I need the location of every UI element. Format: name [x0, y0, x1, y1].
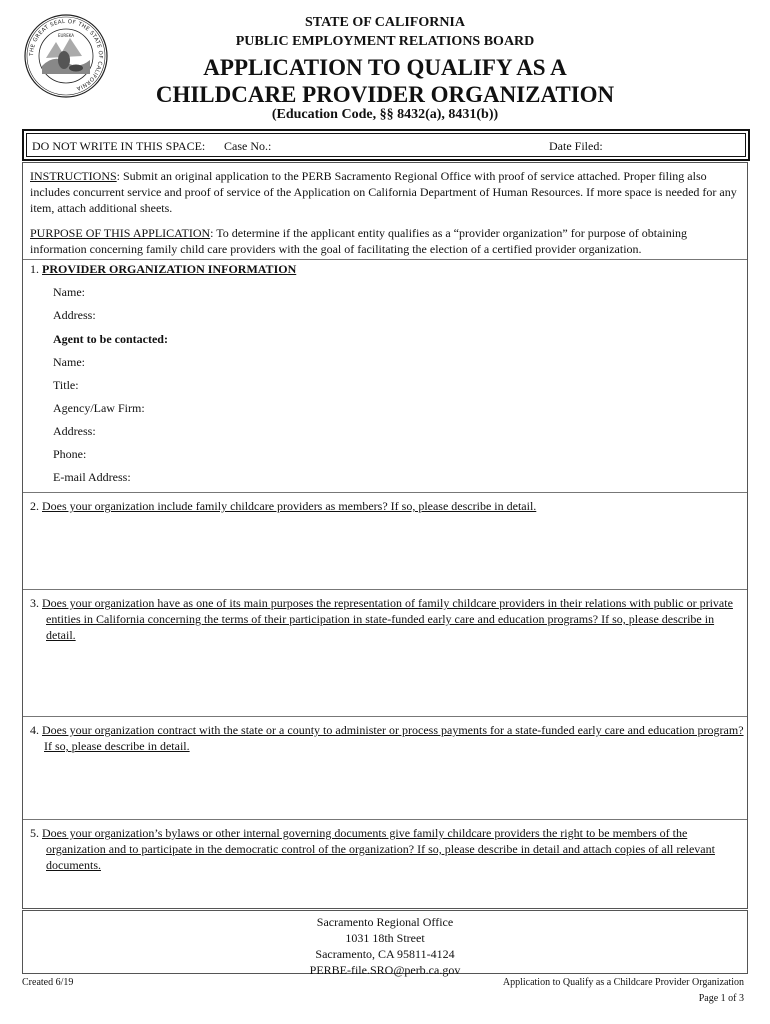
agency-law-firm-field[interactable]: Agency/Law Firm: [53, 401, 145, 415]
question-3-number: 3. [30, 596, 39, 610]
created-date: Created 6/19 [22, 977, 74, 988]
seal-motto: EUREKA [57, 33, 75, 38]
section1-title: PROVIDER ORGANIZATION INFORMATION [42, 262, 297, 276]
form-title-line1: APPLICATION TO QUALIFY AS A [203, 55, 567, 80]
office-use-box [22, 129, 750, 161]
footer-document-title: Application to Qualify as a Childcare Provider Organization [502, 977, 744, 988]
office-street: 1031 18th Street [345, 931, 425, 945]
question-3[interactable] [30, 595, 746, 715]
office-email-link[interactable]: PERBE-file.SRO@perb.ca.gov [309, 963, 461, 977]
instructions-text: : Submit an original application to the PERB Sacramento Regional Office with proof of service attached. Proper filing also includes concurrent service and proof of service of the Application on California Department of Human Resources. If more space is needed for any item, attach additional sheets. [30, 169, 737, 215]
application-form-body [22, 162, 748, 909]
question-4-text: Does your organization contract with the state or a county to administer or process payments for a state-funded early care and education program? If so, please describe in detail. [42, 723, 744, 753]
question-2[interactable] [30, 498, 742, 586]
question-5-number: 5. [30, 826, 39, 840]
question-4[interactable] [30, 722, 744, 822]
page-number: Page 1 of 3 [698, 993, 744, 1004]
purpose-block [30, 225, 742, 257]
state-heading: STATE OF CALIFORNIA [305, 15, 465, 30]
office-use-label: DO NOT WRITE IN THIS SPACE: [32, 139, 206, 153]
purpose-label: PURPOSE OF THIS APPLICATION [30, 226, 211, 240]
org-address-field[interactable]: Address: [53, 308, 96, 322]
section1-number: 1. [30, 262, 39, 276]
office-name: Sacramento Regional Office [316, 915, 454, 929]
question-4-number: 4. [30, 723, 39, 737]
agent-title-field[interactable]: Title: [53, 378, 79, 392]
phone-field[interactable]: Phone: [53, 447, 87, 461]
instructions-block [30, 168, 742, 216]
case-number-field[interactable]: Case No.: [224, 139, 272, 153]
board-heading: PUBLIC EMPLOYMENT RELATIONS BOARD [235, 34, 535, 49]
office-address-box [22, 910, 748, 977]
instructions-label: INSTRUCTIONS [30, 169, 117, 183]
form-title-line2: CHILDCARE PROVIDER ORGANIZATION [155, 82, 615, 107]
education-code-reference: (Education Code, §§ 8432(a), 8431(b)) [271, 107, 499, 122]
question-2-number: 2. [30, 499, 39, 513]
purpose-text: : To determine if the applicant entity qualifies as a “provider organization” for purpose of obtaining information concerning family child care providers with the goal of facilitating the election of a certified provider organization. [30, 226, 688, 256]
section1-heading [30, 261, 296, 277]
seal-ring-text: THE GREAT SEAL OF THE STATE OF CALIFORNIA [28, 18, 104, 92]
agent-heading: Agent to be contacted: [53, 332, 168, 346]
date-filed-field[interactable]: Date Filed: [549, 139, 603, 153]
question-5[interactable] [30, 825, 746, 903]
agent-name-field[interactable]: Name: [53, 355, 85, 369]
org-name-field[interactable]: Name: [53, 285, 85, 299]
office-city: Sacramento, CA 95811-4124 [315, 947, 455, 961]
question-5-text: Does your organization’s bylaws or other internal governing documents give family childcare providers the right to be members of the organization and to participate in the democratic control of the organization? If so, please describe in detail and attach copies of all relevant documents. [42, 826, 715, 872]
question-3-text: Does your organization have as one of its main purposes the representation of family childcare providers in their relations with public or private entities in California concerning the terms of their participation in state-funded early care and education programs? If so, please describe in detail. [42, 596, 733, 642]
agent-address-field[interactable]: Address: [53, 424, 96, 438]
question-2-text: Does your organization include family childcare providers as members? If so, please describe in detail. [42, 499, 537, 513]
email-address-field[interactable]: E-mail Address: [53, 470, 131, 484]
